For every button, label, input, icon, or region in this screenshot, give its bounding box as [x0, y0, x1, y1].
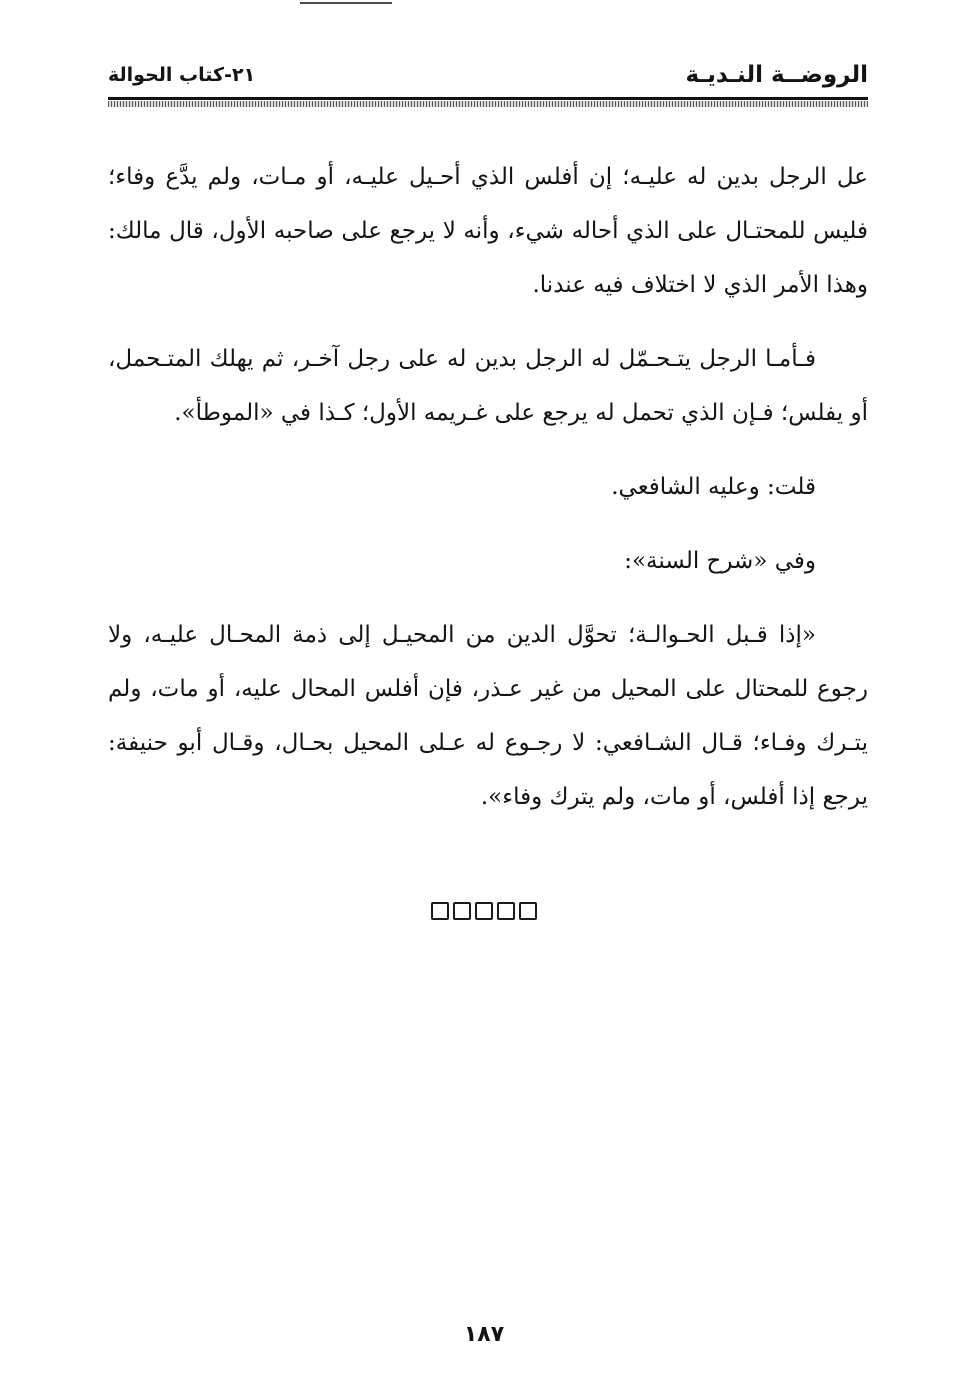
section-end-ornament	[0, 900, 968, 920]
scan-edge-mark	[300, 2, 392, 4]
paragraph: قلت: وعليه الشافعي.	[611, 474, 816, 500]
ornament-box	[519, 902, 537, 920]
ornament-box	[497, 902, 515, 920]
paragraph-continued: عل الرجل بدين له عليـه؛ إن أفلس الذي أحـيل عليـه، أو مـات، ولم يدَّع وفاء؛ فليس للمحتـال على الذي أحاله شيء، وأنه لا يرجع على صاحبه الأول، قال مالك: وهذا الأمر الذي لا اختلاف فيه عندنا.	[108, 164, 868, 298]
ornament-box	[431, 902, 449, 920]
page-body	[108, 150, 868, 824]
paragraph: فـأمـا الرجل يتـحـمّل له الرجل بدين له على رجل آخـر، ثم يهلك المتـحمل، أو يفلس؛ فـإن الذي تحمل له يرجع على غـريمه الأول؛ كـذا في «الموطأ».	[108, 346, 868, 426]
chapter-title: ٢١-كتاب الحوالة	[108, 64, 256, 86]
header-rule	[108, 97, 868, 100]
running-header	[108, 60, 868, 94]
quoted-paragraph: «إذا قـبل الحـوالـة؛ تحوَّل الدين من المحيـل إلى ذمة المحـال عليـه، ولا رجوع للمحتال على المحيل من غير عـذر، فإن أفلس المحال عليه، أو مات، ولم يتـرك وفـاء؛ قـال الشـافعي: لا رجـوع له عـلى المحيل بحـال، وقـال أبو حنيفة: يرجع إذا أفلس، أو مات، ولم يترك وفاء».	[108, 622, 868, 810]
paragraph: وفي «شرح السنة»:	[624, 548, 816, 574]
ornament-box	[475, 902, 493, 920]
page-number: ١٨٧	[463, 1322, 505, 1347]
book-title: الروضــة النـديـة	[685, 62, 868, 88]
header-rule-shading	[108, 101, 868, 107]
ornament-box	[453, 902, 471, 920]
